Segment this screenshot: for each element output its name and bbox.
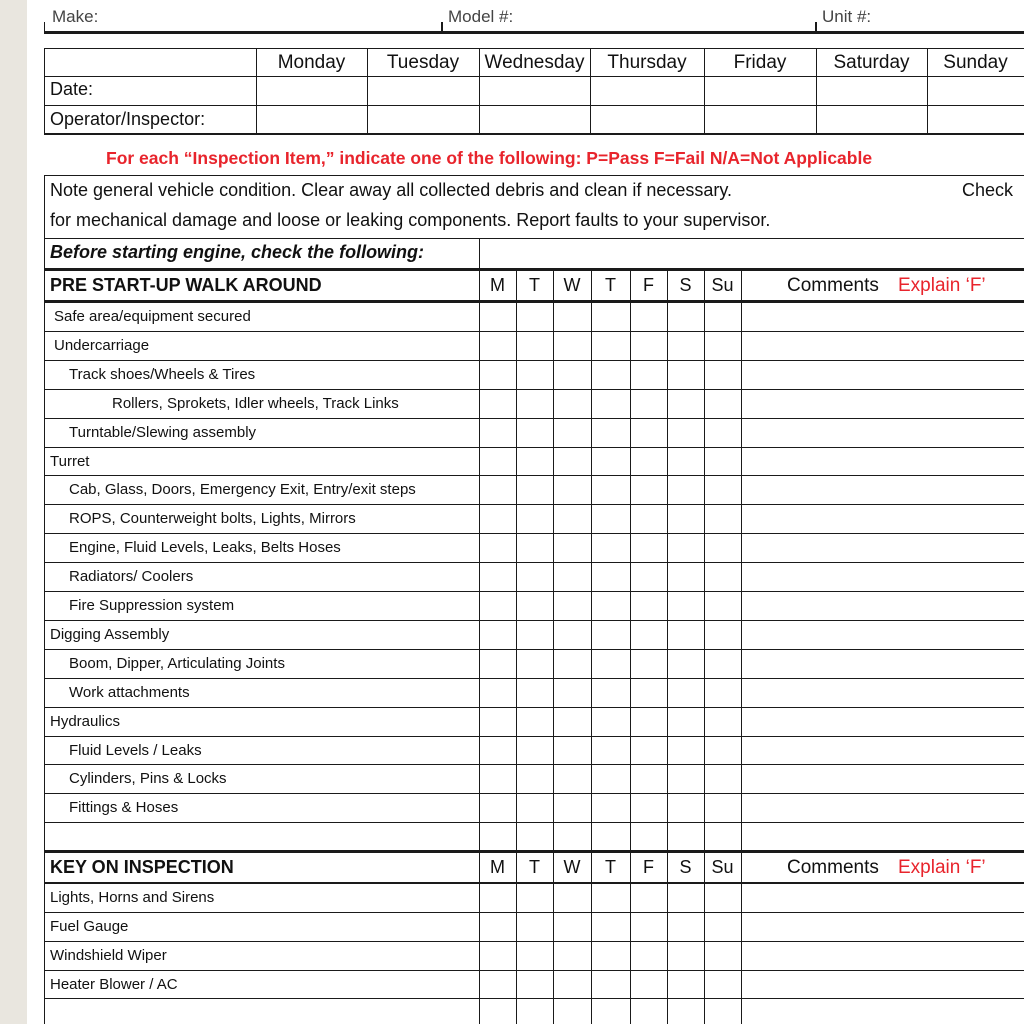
pre-item: Fluid Levels / Leaks [69,742,202,759]
pre-item: Turntable/Slewing assembly [69,424,257,441]
key-col-6: Su [711,857,734,877]
date-label: Date: [50,79,94,99]
grid-line [44,678,1024,679]
grid-line [741,268,742,850]
pre-item: Safe area/equipment secured [54,308,251,325]
grid-line [44,970,1024,971]
note-check: Check [962,180,1014,200]
grid-line [44,447,1024,448]
pre-col-5: S [679,275,692,295]
key-col-3: T [605,857,616,877]
grid-line [591,268,592,850]
day-wednesday: Wednesday [484,52,585,73]
pre-item: Engine, Fluid Levels, Leaks, Belts Hoses [69,539,341,556]
grid-line [44,912,1024,913]
pre-title: PRE START-UP WALK AROUND [50,275,322,295]
day-thursday: Thursday [607,52,687,73]
pre-item: Undercarriage [54,337,150,354]
inspection-sheet [27,0,1024,1024]
grid-line [44,76,1024,77]
pre-item: Hydraulics [50,713,121,730]
grid-line [479,268,480,850]
grid-line [479,238,480,268]
pre-item: Cab, Glass, Doors, Emergency Exit, Entry/exit steps [69,481,416,498]
grid-line [44,998,1024,999]
grid-line [44,48,1024,49]
key-col-1: T [529,857,540,877]
pre-col-4: F [643,275,654,295]
top-strip-bottom [44,31,1024,34]
grid-line [44,475,1024,476]
instructions-legend: For each “Inspection Item,” indicate one of the following: P=Pass F=Fail N/A=Not Applicable [106,148,873,168]
grid-line [44,793,1024,794]
pre-item: Turret [50,453,90,470]
key-item: Lights, Horns and Sirens [50,889,215,906]
key-item: Windshield Wiper [50,947,167,964]
note-line-1: Note general vehicle condition. Clear away all collected debris and clean if necessary. [50,180,733,200]
grid-line [44,22,45,34]
key-comments-label: Comments [787,857,879,878]
pre-col-6: Su [711,275,734,295]
grid-line [44,649,1024,650]
key-title: KEY ON INSPECTION [50,857,234,877]
pre-col-2: W [563,275,581,295]
grid-line [44,105,1024,106]
grid-line [44,418,1024,419]
grid-line [441,22,443,34]
day-monday: Monday [277,52,346,73]
pre-item: Work attachments [69,684,190,701]
note-line-2: for mechanical damage and loose or leaking components. Report faults to your supervisor. [50,210,771,230]
key-item: Fuel Gauge [50,918,129,935]
pre-top-border [44,268,1024,271]
model-label: Model #: [448,7,514,26]
grid-line [630,268,631,850]
grid-line [44,48,45,135]
grid-line [516,268,517,850]
before-start-heading: Before starting engine, check the following: [50,242,425,262]
pre-item: Radiators/ Coolers [69,568,194,585]
pre-item: Track shoes/Wheels & Tires [69,366,256,383]
pre-item: Boom, Dipper, Articulating Joints [69,655,285,672]
pre-explain-label: Explain ‘F’ [898,275,986,296]
grid-line [667,268,668,850]
grid-line [44,941,1024,942]
pre-col-3: T [605,275,616,295]
day-friday: Friday [733,52,787,73]
grid-line [815,22,817,34]
make-label: Make: [52,7,99,26]
grid-line [704,268,705,850]
grid-line [44,331,1024,332]
key-col-0: M [490,857,505,877]
pre-comments-label: Comments [787,275,879,296]
grid-line [44,591,1024,592]
key-explain-label: Explain ‘F’ [898,857,986,878]
grid-line [44,562,1024,563]
pre-item: Fittings & Hoses [69,799,179,816]
unit-label: Unit #: [822,7,872,26]
grid-line [44,389,1024,390]
pre-col-1: T [529,275,540,295]
grid-line [44,175,1024,176]
pre-item: Cylinders, Pins & Locks [69,770,227,787]
grid-line [44,620,1024,621]
grid-line [44,736,1024,737]
key-item: Heater Blower / AC [50,976,178,993]
pre-item: Fire Suppression system [69,597,235,614]
grid-line [44,504,1024,505]
grid-line [44,302,1024,303]
pre-item: Rollers, Sprokets, Idler wheels, Track Links [112,395,399,412]
key-col-2: W [563,857,581,877]
grid-line [44,360,1024,361]
grid-line [44,822,1024,823]
grid-line [44,707,1024,708]
day-tuesday: Tuesday [386,52,460,73]
key-col-5: S [679,857,692,877]
grid-line [553,268,554,850]
pre-item: Digging Assembly [50,626,170,643]
operator-label: Operator/Inspector: [50,109,206,129]
grid-line [44,238,1024,239]
day-saturday: Saturday [833,52,910,73]
pre-col-0: M [490,275,505,295]
grid-line [44,133,1024,135]
key-col-4: F [643,857,654,877]
grid-line [44,533,1024,534]
key-top-border [44,850,1024,853]
day-sunday: Sunday [943,52,1008,73]
grid-line [44,764,1024,765]
pre-item: ROPS, Counterweight bolts, Lights, Mirrors [69,510,356,527]
grid-line [44,883,1024,884]
